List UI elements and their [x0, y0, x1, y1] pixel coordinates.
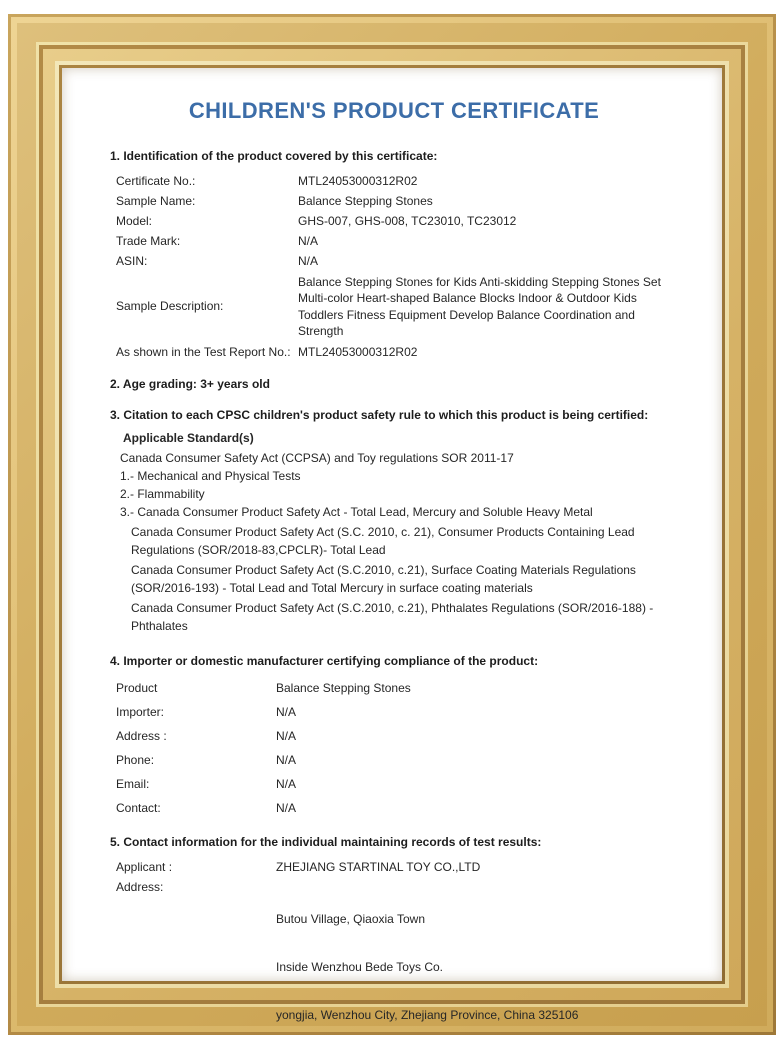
field-value: Balance Stepping Stones: [276, 680, 411, 695]
certificate-document: [62, 68, 722, 1022]
field-row-importer-address: [110, 724, 678, 748]
field-row-sample-description: [110, 271, 678, 342]
citation-line: Canada Consumer Safety Act (CCPSA) and Toy regulations SOR 2011-17: [120, 451, 514, 465]
field-label: Email:: [116, 776, 150, 791]
field-label: Sample Name:: [116, 193, 196, 208]
field-label: Applicant :: [116, 859, 173, 874]
frame-ring: [11, 17, 773, 1032]
field-value: Balance Stepping Stones: [298, 193, 433, 208]
field-label: Sample Description:: [116, 299, 224, 313]
section-heading: 3. Citation to each CPSC children's product safety rule to which this product is being certified:: [110, 408, 649, 422]
field-row-sample-name: [110, 191, 678, 211]
field-value: N/A: [276, 800, 297, 815]
section-records-contact: [110, 834, 678, 1056]
applicable-standards-label: Applicable Standard(s): [123, 431, 254, 445]
section-heading: 4. Importer or domestic manufacturer certifying compliance of the product:: [110, 654, 539, 668]
frame-inner-edge: [59, 65, 725, 1022]
field-value: N/A: [298, 253, 319, 268]
citation-line: Canada Consumer Product Safety Act (S.C. 2010, c. 21), Consumer Products Containing Lead Regulations (SOR/2018-83,CPCLR)- Total Lead: [131, 525, 635, 557]
citation-line: Canada Consumer Product Safety Act (S.C.2010, c.21), Surface Coating Materials Regulations (SOR/2016-193) - Total Lead and Total Mercury in surface coating materials: [131, 563, 636, 595]
section-importer: [110, 653, 678, 820]
field-label: Address :: [116, 728, 167, 743]
address-line: Inside Wenzhou Bede Toys Co.: [276, 959, 443, 974]
citation-line: 3.- Canada Consumer Product Safety Act - Total Lead, Mercury and Soluble Heavy Metal: [120, 505, 593, 519]
field-label: Contact:: [116, 800, 161, 815]
field-row-asin: [110, 251, 678, 271]
field-row-importer: [110, 700, 678, 724]
field-label: Product: [116, 680, 158, 695]
field-value: GHS-007, GHS-008, TC23010, TC23012: [298, 213, 517, 228]
field-row-model: [110, 211, 678, 231]
address-line: Butou Village, Qiaoxia Town: [276, 911, 425, 926]
frame-groove: [39, 45, 745, 1022]
section-heading: 2. Age grading: 3+ years old: [110, 377, 270, 391]
section-age-grading: [110, 376, 678, 393]
frame-ring: [36, 42, 748, 1022]
field-row-product: [110, 676, 678, 700]
field-row-test-report-no: [110, 342, 678, 362]
section-identification: [110, 148, 678, 362]
field-row-email: [110, 772, 678, 796]
section-heading: 1. Identification of the product covered by this certificate:: [110, 149, 438, 163]
field-value: N/A: [298, 233, 319, 248]
field-row-certificate-no: [110, 171, 678, 191]
citation-line: 2.- Flammability: [120, 487, 205, 501]
field-label: Model:: [116, 213, 153, 228]
field-label: Address:: [116, 879, 164, 894]
field-row-contact: [110, 796, 678, 820]
frame-inner-lip: [55, 61, 729, 1022]
field-label: ASIN:: [116, 253, 148, 268]
section-heading: 5. Contact information for the individual maintaining records of test results:: [110, 835, 542, 849]
field-row-trade-mark: [110, 231, 678, 251]
field-label: As shown in the Test Report No.:: [116, 344, 291, 359]
field-row-applicant-address: [110, 877, 678, 1056]
field-value: MTL24053000312R02: [298, 173, 418, 188]
field-value: MTL24053000312R02: [298, 344, 418, 359]
field-row-phone: [110, 748, 678, 772]
field-value: Balance Stepping Stones for Kids Anti-skidding Stepping Stones Set Multi-color Heart-shaped Balance Blocks Indoor & Outdoor Kids Toddlers Fitness Equipment Develop Balance Coordination and Strength: [298, 274, 665, 338]
field-label: Phone:: [116, 752, 155, 767]
citation-line: Canada Consumer Product Safety Act (S.C.2010, c.21), Phthalates Regulations (SOR/2016-188) - Phthalates: [131, 601, 654, 633]
field-label: Certificate No.:: [116, 173, 196, 188]
certificate-title: CHILDREN'S PRODUCT CERTIFICATE: [188, 98, 600, 123]
field-value: N/A: [276, 752, 297, 767]
field-label: Importer:: [116, 704, 165, 719]
section-citation: [110, 407, 678, 635]
field-value: N/A: [276, 776, 297, 791]
picture-frame: [8, 14, 776, 1035]
field-row-applicant: [110, 857, 678, 877]
frame-ring: [43, 49, 741, 1022]
address-line: yongjia, Wenzhou City, Zhejiang Province, China 325106: [276, 1007, 579, 1022]
field-value: N/A: [276, 728, 297, 743]
field-value: ZHEJIANG STARTINAL TOY CO.,LTD: [276, 859, 481, 874]
field-value: [276, 880, 678, 1054]
field-label: Trade Mark:: [116, 233, 181, 248]
citation-line: 1.- Mechanical and Physical Tests: [120, 469, 301, 483]
field-value: N/A: [276, 704, 297, 719]
frame-ring: [17, 23, 767, 1026]
